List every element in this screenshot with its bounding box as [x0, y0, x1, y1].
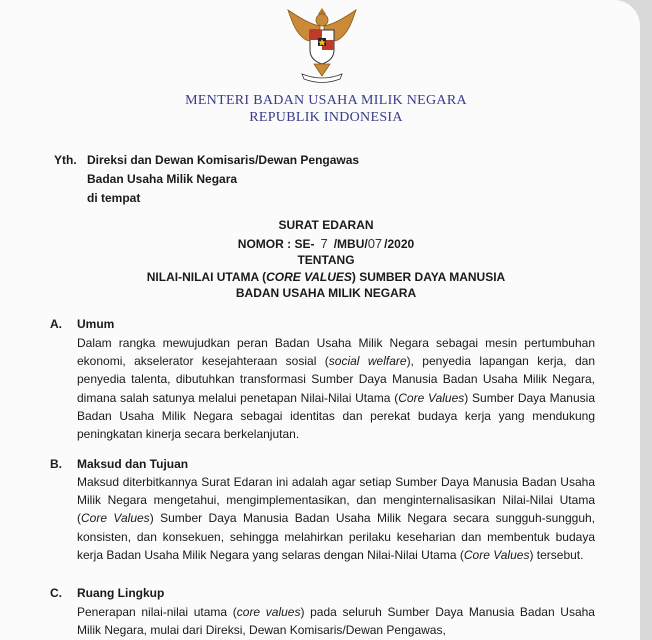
recipient-block	[54, 151, 359, 208]
section-b-heading: B. Maksud dan Tujuan	[50, 457, 189, 471]
letter-number: NOMOR : SE- 7 /MBU/07 /2020	[237, 236, 415, 251]
recipient-line-2: Badan Usaha Milik Negara	[87, 172, 238, 186]
letterhead-line-1: MENTERI BADAN USAHA MILIK NEGARA	[185, 93, 467, 108]
month-value: 07	[367, 236, 383, 251]
letter-about: TENTANG	[297, 253, 355, 267]
letterhead-line-2: REPUBLIK INDONESIA	[249, 110, 403, 125]
letter-subject-line-1: NILAI-NILAI UTAMA (CORE VALUES) SUMBER DAYA MANUSIA	[146, 270, 506, 284]
garuda-emblem-icon	[282, 4, 362, 84]
section-c-heading: C. Ruang Lingkup	[50, 586, 165, 600]
section-b-body: Maksud diterbitkannya Surat Edaran ini adalah agar setiap Sumber Daya Manusia Badan Usaha Milik Negara mengetahui, mengimplementasikan, dan menginternalisasikan Nilai-Nilai Utama (Core Values) Sumber Daya Manusia Badan Usaha Milik Negara secara sungguh-sungguh, konsisten, dan konsekuen, sehingga melahirkan perilaku keseharian dan membentuk budaya kerja Badan Usaha Milik Negara yang selaras dengan Nilai-Nilai Utama (Core Values) tersebut.	[77, 475, 596, 562]
number-value: 7	[320, 236, 328, 251]
letter-heading: SURAT EDARAN	[278, 218, 374, 232]
recipient-line-1: Direksi dan Dewan Komisaris/Dewan Pengawas	[87, 153, 360, 167]
recipient-prefix: Yth.	[54, 153, 77, 167]
section-a-heading: A. Umum	[50, 317, 115, 331]
letter-subject-line-2: BADAN USAHA MILIK NEGARA	[235, 286, 417, 300]
section-c-body: Penerapan nilai-nilai utama (core values) pada seluruh Sumber Daya Manusia Badan Usaha Milik Negara, mulai dari Direksi, Dewan Komisaris/Dewan Pengawas,	[77, 605, 595, 638]
recipient-line-3: di tempat	[87, 191, 141, 205]
section-a-body: Dalam rangka mewujudkan peran Badan Usaha Milik Negara sebagai mesin pertumbuhan ekonomi, akselerator kesejahteraan sosial (social welfare), penyedia lapangan kerja, dan penyedia talenta, dibutuhkan transformasi Sumber Daya Manusia Badan Usaha Milik Negara, dimana salah satunya melalui penetapan Nilai-Nilai Utama (Core Values) Sumber Daya Manusia Badan Usaha Milik Negara sebagai identitas dan perekat budaya kerja yang mendukung peningkatan kinerja secara berkelanjutan.	[77, 336, 596, 442]
